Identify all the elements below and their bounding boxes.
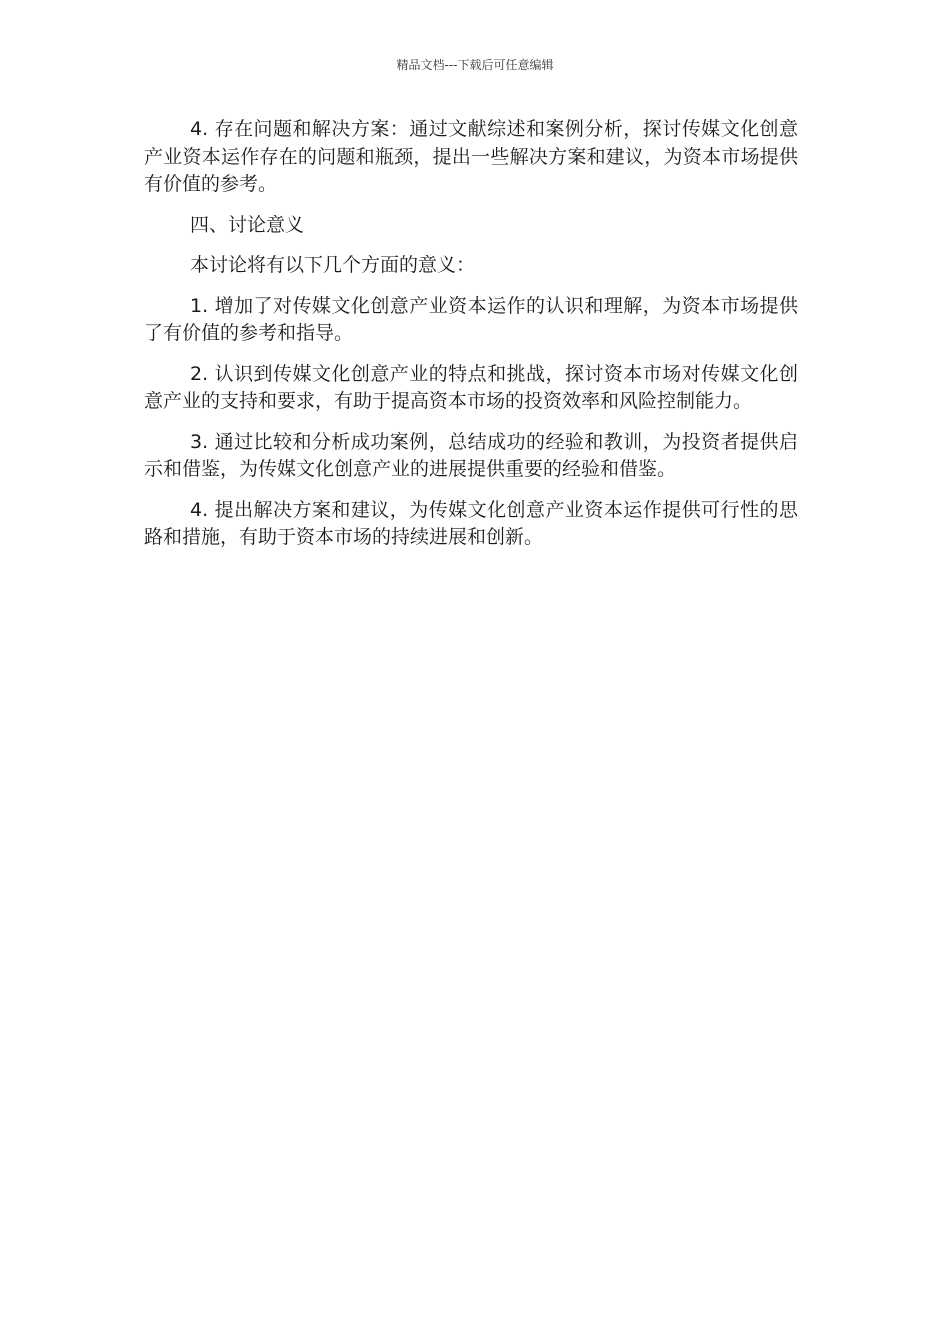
paragraph-significance-4: 4. 提出解决方案和建议，为传媒文化创意产业资本运作提供可行性的思路和措施，有助于资本市场的持续进展和创新。 [144,498,798,548]
section-heading-significance: 四、讨论意义 [190,213,305,236]
page-header: 精品文档---下载后可任意编辑 [396,58,554,72]
paragraph-significance-2: 2. 认识到传媒文化创意产业的特点和挑战，探讨资本市场对传媒文化创意产业的支持和要求，有助于提高资本市场的投资效率和风险控制能力。 [144,362,798,412]
paragraph-significance-1: 1. 增加了对传媒文化创意产业资本运作的认识和理解，为资本市场提供了有价值的参考和指导。 [144,294,798,344]
document-body [144,116,798,565]
paragraph-significance-3: 3. 通过比较和分析成功案例，总结成功的经验和教训，为投资者提供启示和借鉴，为传媒文化创意产业的进展提供重要的经验和借鉴。 [144,430,798,480]
paragraph-significance-intro: 本讨论将有以下几个方面的意义： [190,254,476,276]
paragraph-problems-solutions: 4. 存在问题和解决方案：通过文献综述和案例分析，探讨传媒文化创意产业资本运作存在的问题和瓶颈，提出一些解决方案和建议，为资本市场提供有价值的参考。 [144,118,798,195]
